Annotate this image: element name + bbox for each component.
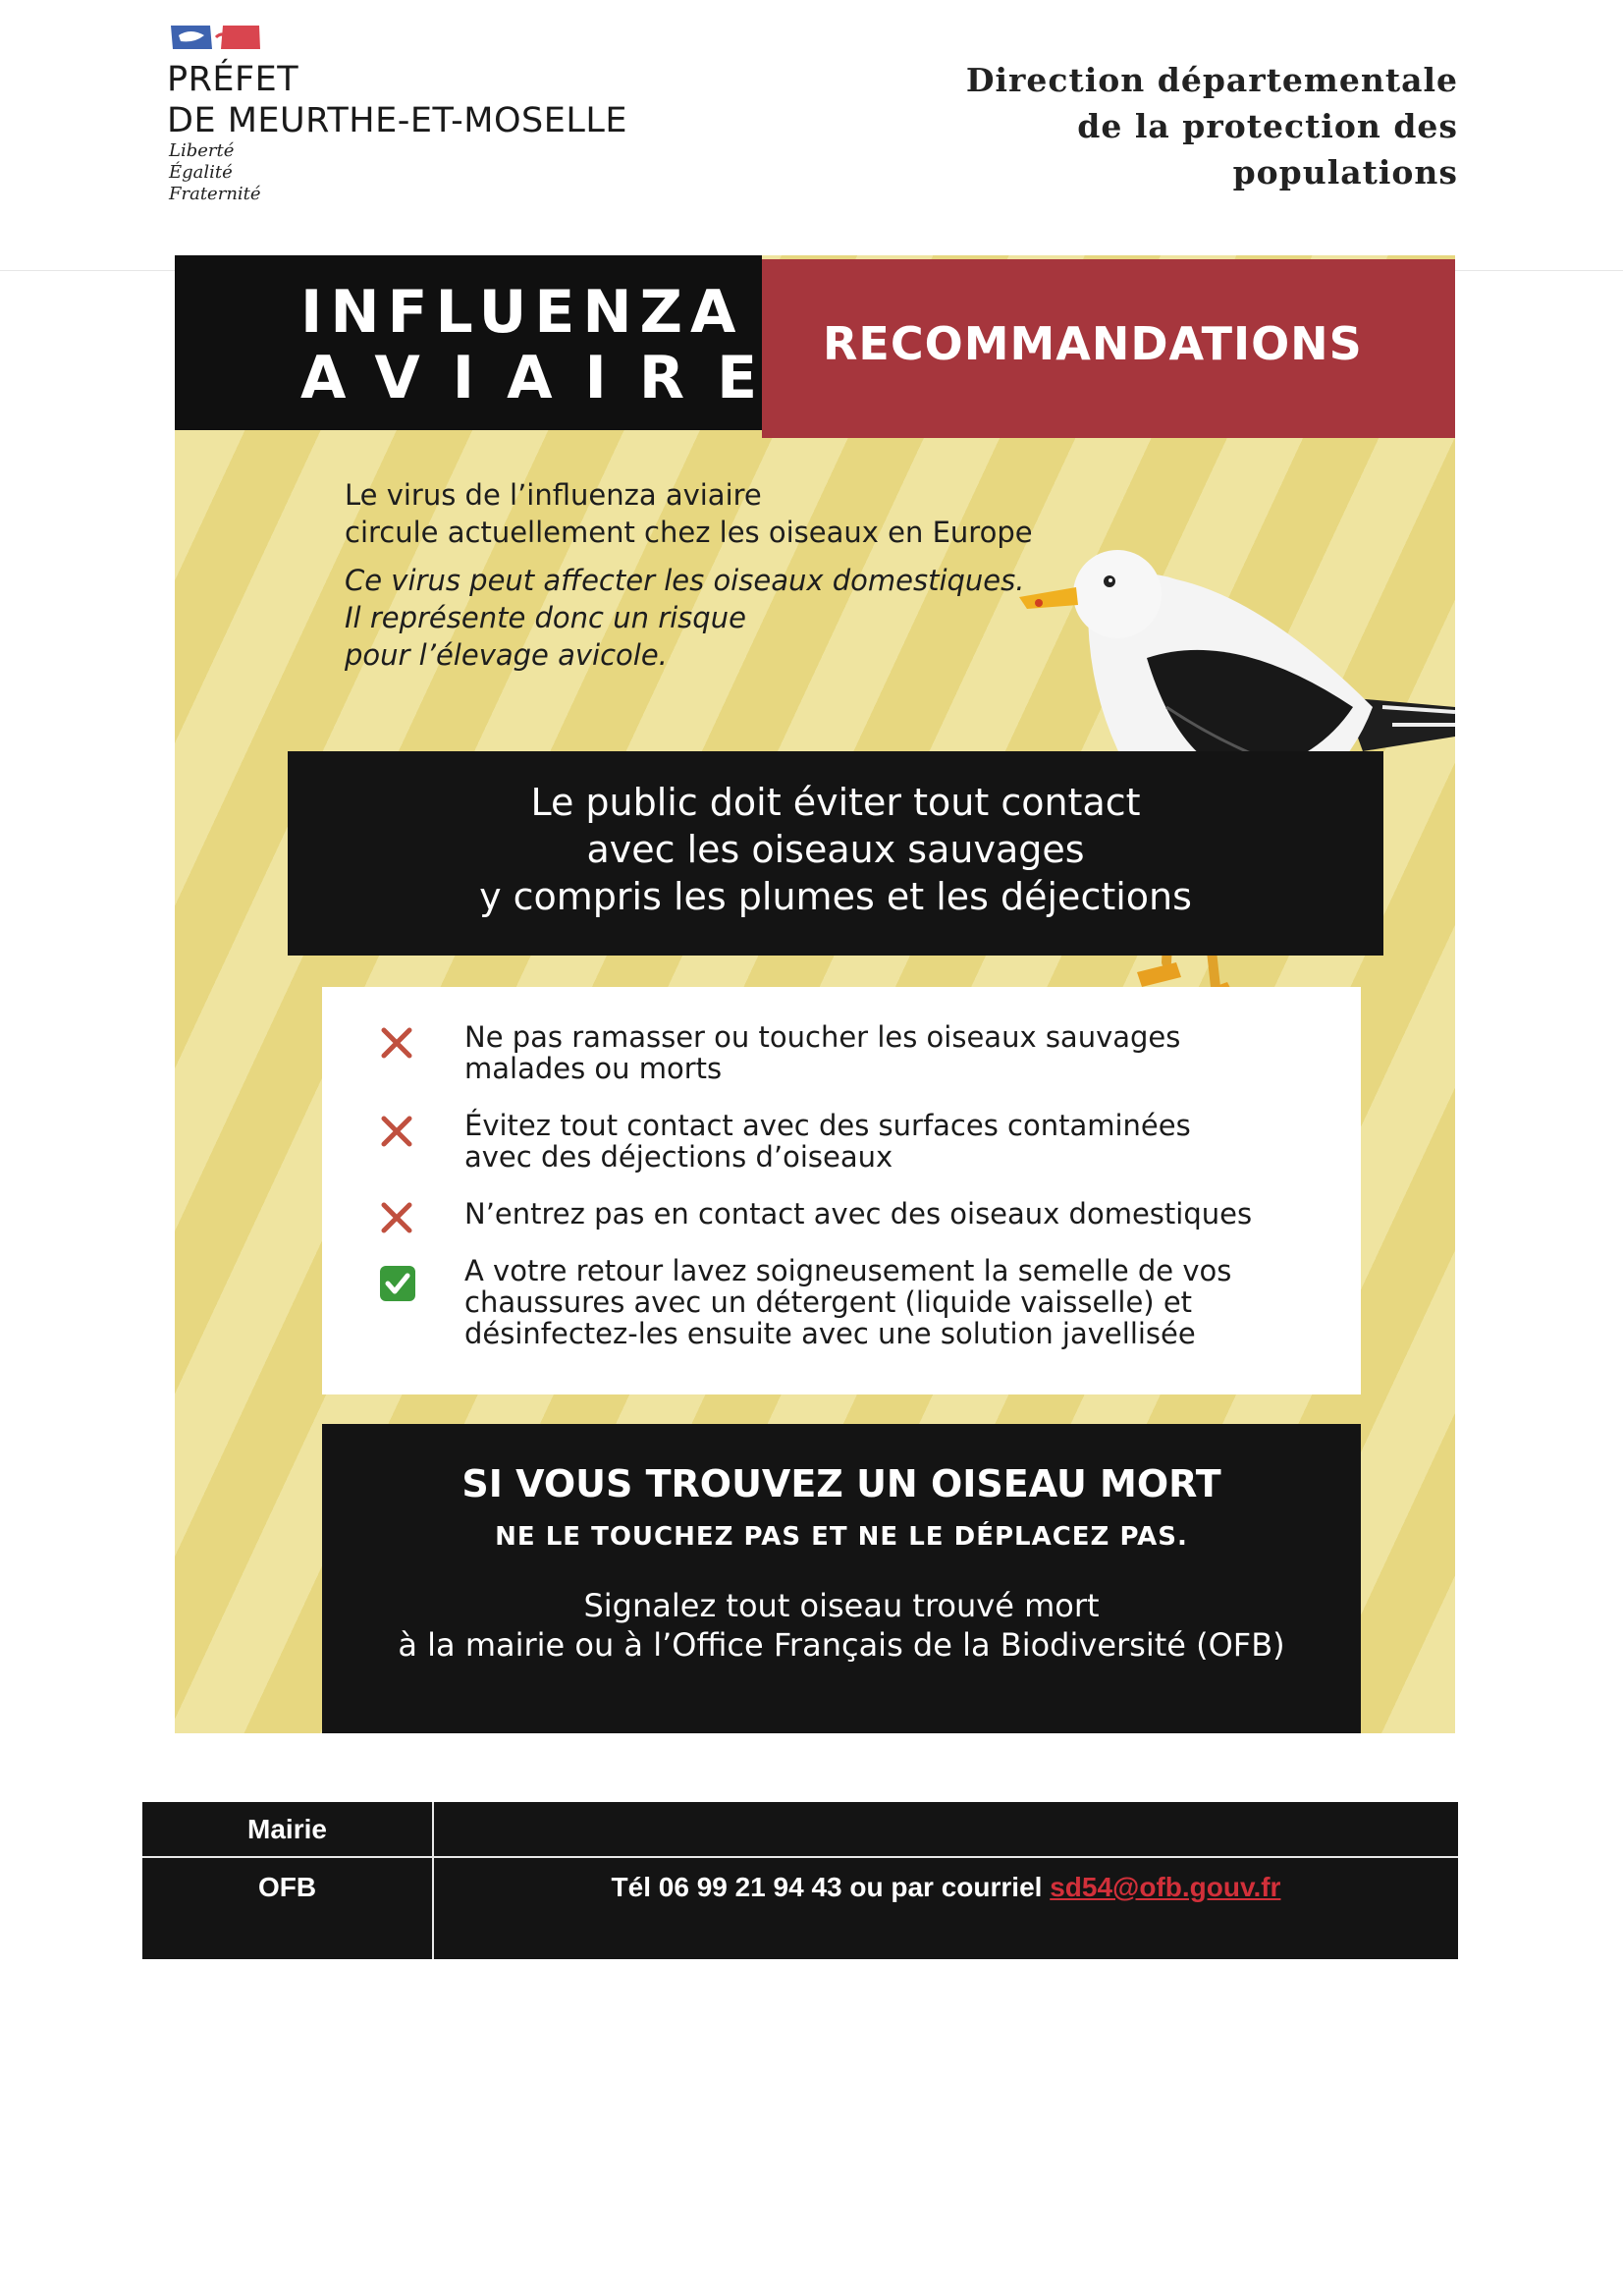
- marianne-logo-icon: [169, 22, 262, 51]
- recommendations-list: [322, 987, 1361, 1394]
- list-item-text: [464, 1021, 1328, 1084]
- list-item-line: chaussures avec un détergent (liquide vaisselle) et: [464, 1285, 1193, 1319]
- check-icon: [379, 1265, 416, 1302]
- dead-bird-line: Signalez tout oiseau trouvé mort: [583, 1587, 1100, 1624]
- intro-italic-line: Il représente donc un risque: [345, 601, 746, 634]
- republic-motto: [169, 140, 261, 205]
- motto-liberte: Liberté: [169, 140, 235, 161]
- ofb-label: OFB: [257, 1872, 317, 1902]
- ofb-phone-text: Tél 06 99 21 94 43 ou par courriel: [611, 1872, 1051, 1902]
- ddpp-line-3: populations: [1232, 153, 1458, 191]
- dead-bird-instructions: [322, 1586, 1361, 1665]
- intro-line: circule actuellement chez les oiseaux en Europe: [345, 516, 1033, 549]
- list-item-text: [464, 1198, 1328, 1230]
- public-warning-text: [288, 779, 1383, 920]
- recommandations-heading: RECOMMANDATIONS: [823, 317, 1363, 370]
- prefecture-name: [167, 59, 627, 141]
- list-item-line: N’entrez pas en contact avec des oiseaux domestiques: [464, 1197, 1253, 1230]
- ofb-email-link[interactable]: sd54@ofb.gouv.fr: [1050, 1872, 1281, 1902]
- list-item-text: [464, 1110, 1328, 1173]
- list-item-text: [464, 1255, 1328, 1349]
- cross-icon: [379, 1200, 414, 1235]
- ddpp-heading: [966, 57, 1458, 195]
- poster-title-influenza: INFLUENZA: [300, 278, 744, 347]
- motto-fraternite: Fraternité: [169, 184, 261, 204]
- intro-italic-line: pour l’élevage avicole.: [345, 638, 668, 672]
- motto-egalite: Égalité: [169, 162, 233, 183]
- prefet-line-2: DE MEURTHE-ET-MOSELLE: [167, 101, 627, 140]
- dead-bird-line: à la mairie ou à l’Office Français de la Biodiversité (OFB): [398, 1626, 1285, 1664]
- contact-table: [142, 1802, 1458, 1959]
- influenza-poster: [175, 255, 1455, 1733]
- list-item-line: A votre retour lavez soigneusement la semelle de vos: [464, 1254, 1232, 1287]
- list-item-line: Ne pas ramasser ou toucher les oiseaux sauvages: [464, 1020, 1181, 1054]
- ofb-contact-value: [434, 1871, 1458, 1904]
- public-warning-line: y compris les plumes et les déjections: [479, 875, 1192, 918]
- public-warning-line: avec les oiseaux sauvages: [586, 828, 1085, 871]
- list-item-line: Évitez tout contact avec des surfaces contaminées: [464, 1109, 1191, 1142]
- dead-bird-title: SI VOUS TROUVEZ UN OISEAU MORT: [461, 1462, 1221, 1505]
- public-warning-line: Le public doit éviter tout contact: [530, 781, 1141, 824]
- ddpp-line-1: Direction départementale: [965, 61, 1458, 99]
- table-row-divider: [142, 1856, 1458, 1858]
- dead-bird-subtitle: NE LE TOUCHEZ PAS ET NE LE DÉPLACEZ PAS.: [495, 1522, 1188, 1552]
- ddpp-line-2: de la protection des: [1077, 107, 1458, 145]
- intro-line: Le virus de l’influenza aviaire: [345, 478, 762, 512]
- list-item-line: avec des déjections d’oiseaux: [464, 1140, 893, 1174]
- mairie-label: Mairie: [247, 1814, 327, 1844]
- list-item-line: malades ou morts: [464, 1052, 723, 1085]
- prefet-line-1: PRÉFET: [167, 60, 299, 99]
- intro-text: [345, 476, 1033, 551]
- cross-icon: [379, 1114, 414, 1149]
- intro-italic-line: Ce virus peut affecter les oiseaux domestiques.: [345, 564, 1025, 597]
- intro-italic-text: [345, 562, 1024, 674]
- cross-icon: [379, 1025, 414, 1061]
- poster-title-aviaire: AVIAIRE: [300, 344, 790, 412]
- list-item-line: désinfectez-les ensuite avec une solution javellisée: [464, 1317, 1196, 1350]
